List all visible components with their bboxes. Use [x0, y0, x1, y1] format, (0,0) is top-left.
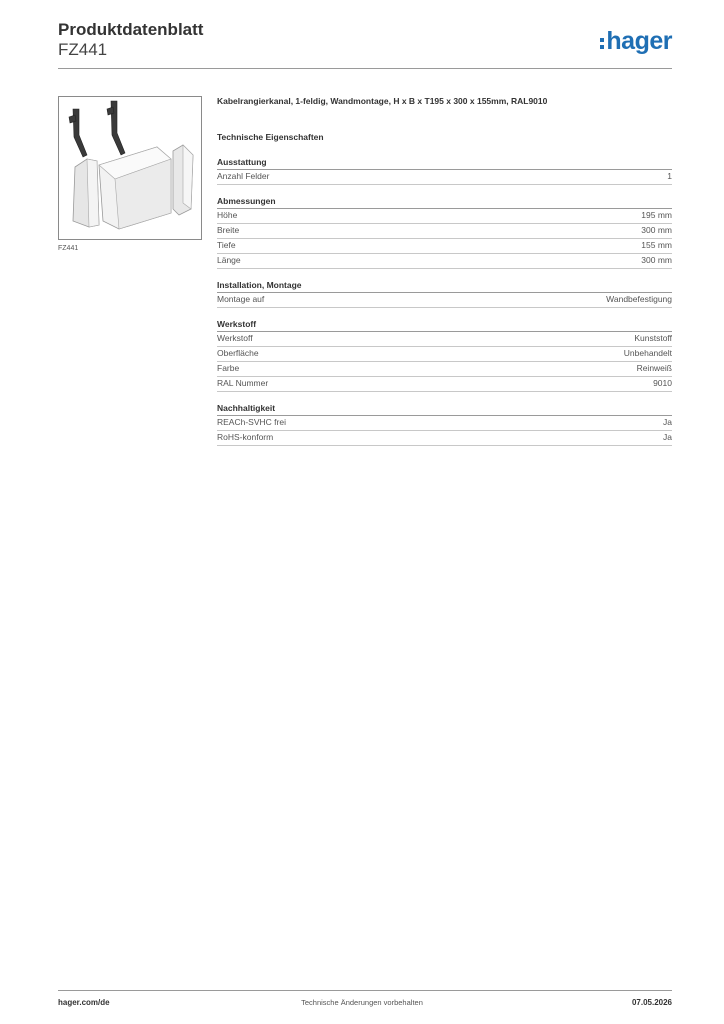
spec-value: 300 mm	[641, 255, 672, 265]
spec-value: 300 mm	[641, 225, 672, 235]
spec-group	[217, 196, 672, 269]
spec-group-title: Werkstoff	[217, 319, 672, 332]
image-caption: FZ441	[58, 245, 79, 252]
spec-content	[217, 96, 672, 457]
spec-row	[217, 170, 672, 185]
spec-row	[217, 239, 672, 254]
spec-group	[217, 157, 672, 185]
logo-text: hager	[606, 26, 672, 55]
spec-row	[217, 362, 672, 377]
spec-label: Farbe	[217, 363, 240, 373]
spec-value: Kunststoff	[634, 333, 672, 343]
spec-value: Unbehandelt	[623, 348, 672, 358]
spec-row	[217, 377, 672, 392]
spec-label: RoHS-konform	[217, 432, 274, 442]
spec-label: Länge	[217, 255, 241, 265]
spec-group-title: Nachhaltigkeit	[217, 403, 672, 416]
spec-label: Oberfläche	[217, 348, 259, 358]
spec-row	[217, 293, 672, 308]
product-image	[58, 96, 202, 240]
article-number: FZ441	[58, 40, 108, 59]
footer-divider	[58, 990, 672, 991]
spec-row	[217, 209, 672, 224]
spec-group	[217, 280, 672, 308]
spec-row	[217, 431, 672, 446]
spec-value: Reinweiß	[636, 363, 672, 373]
spec-label: Montage auf	[217, 294, 265, 304]
spec-row	[217, 416, 672, 431]
spec-label: Höhe	[217, 210, 238, 220]
product-description: Kabelrangierkanal, 1-feldig, Wandmontage, H x B x T195 x 300 x 155mm, RAL9010	[217, 96, 548, 106]
spec-label: Breite	[217, 225, 240, 235]
spec-label: Tiefe	[217, 240, 236, 250]
spec-label: REACh-SVHC frei	[217, 417, 286, 427]
spec-value: 155 mm	[641, 240, 672, 250]
spec-value: Wandbefestigung	[606, 294, 672, 304]
page-title: Produktdatenblatt	[58, 20, 204, 39]
footer-notice: Technische Änderungen vorbehalten	[301, 998, 423, 1007]
spec-value: 195 mm	[641, 210, 672, 220]
cable-duct-product-image	[59, 97, 201, 239]
spec-groups	[217, 157, 672, 446]
spec-row	[217, 224, 672, 239]
spec-label: Anzahl Felder	[217, 171, 270, 181]
spec-value: 1	[667, 171, 672, 181]
header-divider	[58, 68, 672, 69]
spec-value: 9010	[653, 378, 672, 388]
spec-row	[217, 332, 672, 347]
spec-label: Werkstoff	[217, 333, 253, 343]
hager-logo	[600, 26, 672, 56]
spec-group	[217, 319, 672, 392]
spec-row	[217, 254, 672, 269]
spec-group	[217, 403, 672, 446]
spec-value: Ja	[663, 417, 672, 427]
spec-label: RAL Nummer	[217, 378, 269, 388]
spec-group-title: Abmessungen	[217, 196, 672, 209]
section-title: Technische Eigenschaften	[217, 132, 324, 142]
footer-date: 07.05.2026	[631, 998, 672, 1007]
spec-row	[217, 347, 672, 362]
logo-dots-icon	[600, 38, 604, 49]
spec-group-title: Ausstattung	[217, 157, 672, 170]
spec-group-title: Installation, Montage	[217, 280, 672, 293]
footer-website[interactable]: hager.com/de	[58, 998, 110, 1007]
spec-value: Ja	[663, 432, 672, 442]
